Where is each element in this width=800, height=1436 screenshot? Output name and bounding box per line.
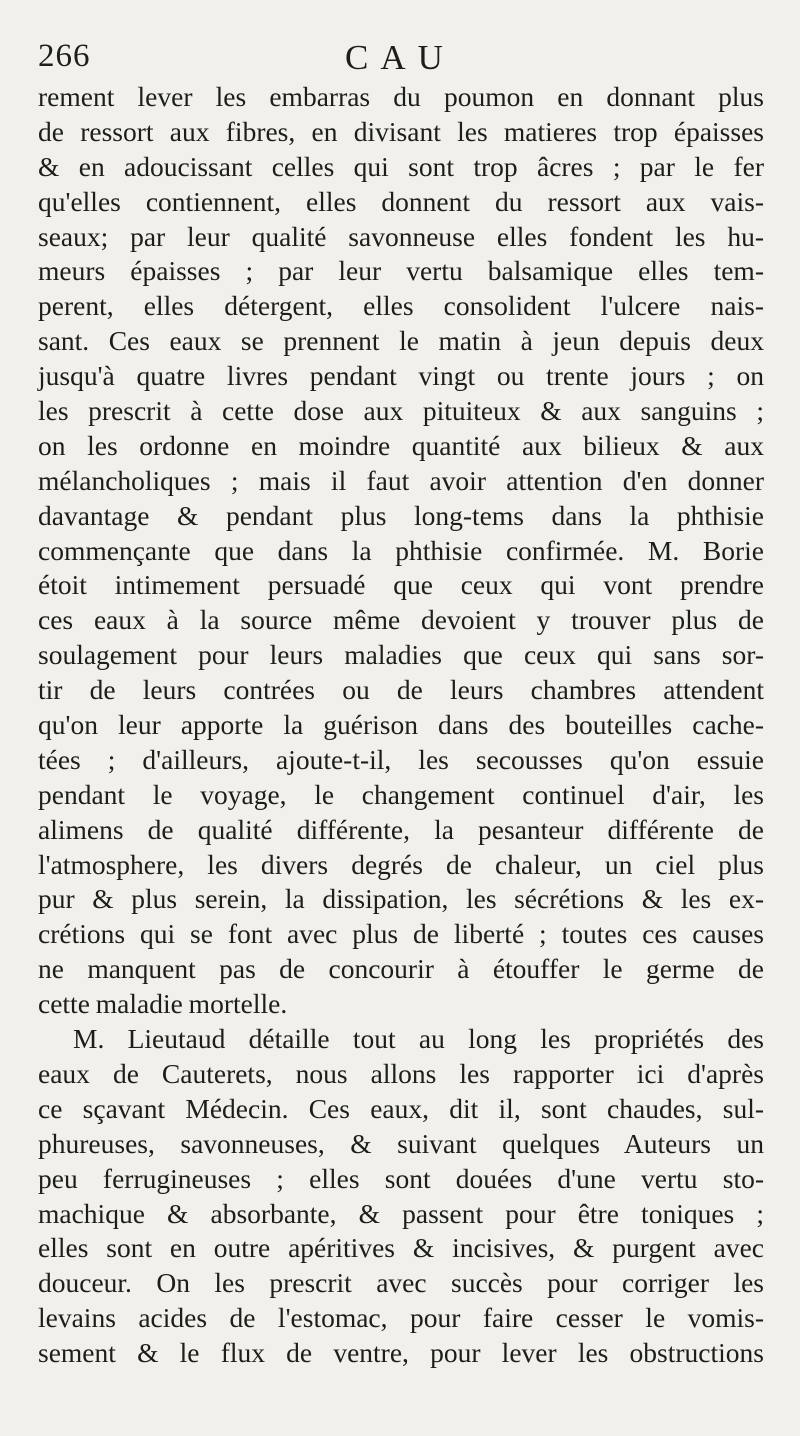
text-line: ce sçavant Médecin. Ces eaux, dit il, sont chaudes, sul- (38, 1092, 764, 1124)
text-line: rement lever les embarras du poumon en donnant plus (38, 81, 764, 112)
text-line: machique & absorbante, & passent pour être toniques ; (38, 1197, 764, 1229)
text-line: sement & le flux de ventre, pour lever les obstructions (38, 1337, 764, 1369)
text-line: les prescrit à cette dose aux pituiteux & aux sanguins ; (38, 395, 764, 427)
text-line: soulagement pour leurs maladies que ceux qui sans sor- (38, 639, 764, 671)
text-line: sant. Ces eaux se prennent le matin à jeun depuis deux (38, 325, 764, 357)
paragraph-start-line: M. Lieutaud détaille tout au long les propriétés des (73, 1023, 764, 1055)
text-line: alimens de qualité différente, la pesanteur différente de (38, 813, 764, 845)
text-line: perent, elles détergent, elles consolident l'ulcere nais- (38, 290, 764, 322)
text-line: davantage & pendant plus long-tems dans la phthisie (38, 499, 764, 531)
text-line: mélancholiques ; mais il faut avoir attention d'en donner (38, 464, 764, 496)
text-line: seaux; par leur qualité savonneuse elles fondent les hu- (38, 220, 764, 252)
text-line: qu'elles contiennent, elles donnent du ressort aux vais- (38, 185, 764, 217)
text-line: phureuses, savonneuses, & suivant quelques Auteurs un (38, 1127, 764, 1159)
text-line: qu'on leur apporte la guérison dans des bouteilles cache- (38, 709, 764, 741)
text-line: peu ferrugineuses ; elles sont douées d'une vertu sto- (38, 1162, 764, 1194)
text-line: pendant le voyage, le changement continuel d'air, les (38, 778, 764, 810)
text-line: & en adoucissant celles qui sont trop âcres ; par le fer (38, 150, 764, 182)
paragraph-end-line: cette maladie mortelle. (38, 988, 288, 1020)
text-line: l'atmosphere, les divers degrés de chaleur, un ciel plus (38, 848, 764, 880)
page-header (38, 36, 762, 80)
text-line: levains acides de l'estomac, pour faire cesser le vomis- (38, 1302, 764, 1334)
body-text (38, 80, 764, 1371)
text-line: jusqu'à quatre livres pendant vingt ou trente jours ; on (38, 360, 764, 392)
text-line: elles sont en outre apéritives & incisives, & purgent avec (38, 1232, 764, 1264)
text-line: eaux de Cauterets, nous allons les rapporter ici d'après (38, 1057, 764, 1089)
running-head: CAU (345, 38, 455, 77)
text-line: de ressort aux fibres, en divisant les matieres trop épaisses (38, 115, 764, 147)
text-line: crétions qui se font avec plus de liberté ; toutes ces causes (38, 918, 764, 950)
page-number: 266 (38, 38, 91, 74)
text-line: pur & plus serein, la dissipation, les sécrétions & les ex- (38, 883, 764, 915)
text-line: ces eaux à la source même devoient y trouver plus de (38, 604, 764, 636)
text-line: douceur. On les prescrit avec succès pour corriger les (38, 1267, 764, 1299)
text-line: tées ; d'ailleurs, ajoute-t-il, les secousses qu'on essuie (38, 743, 764, 775)
text-line: commençante que dans la phthisie confirmée. M. Borie (38, 534, 764, 566)
text-line: ne manquent pas de concourir à étouffer le germe de (38, 953, 764, 985)
text-line: étoit intimement persuadé que ceux qui vont prendre (38, 569, 764, 601)
text-line: tir de leurs contrées ou de leurs chambres attendent (38, 674, 764, 706)
text-line: on les ordonne en moindre quantité aux bilieux & aux (38, 429, 764, 461)
text-line: meurs épaisses ; par leur vertu balsamique elles tem- (38, 255, 764, 287)
